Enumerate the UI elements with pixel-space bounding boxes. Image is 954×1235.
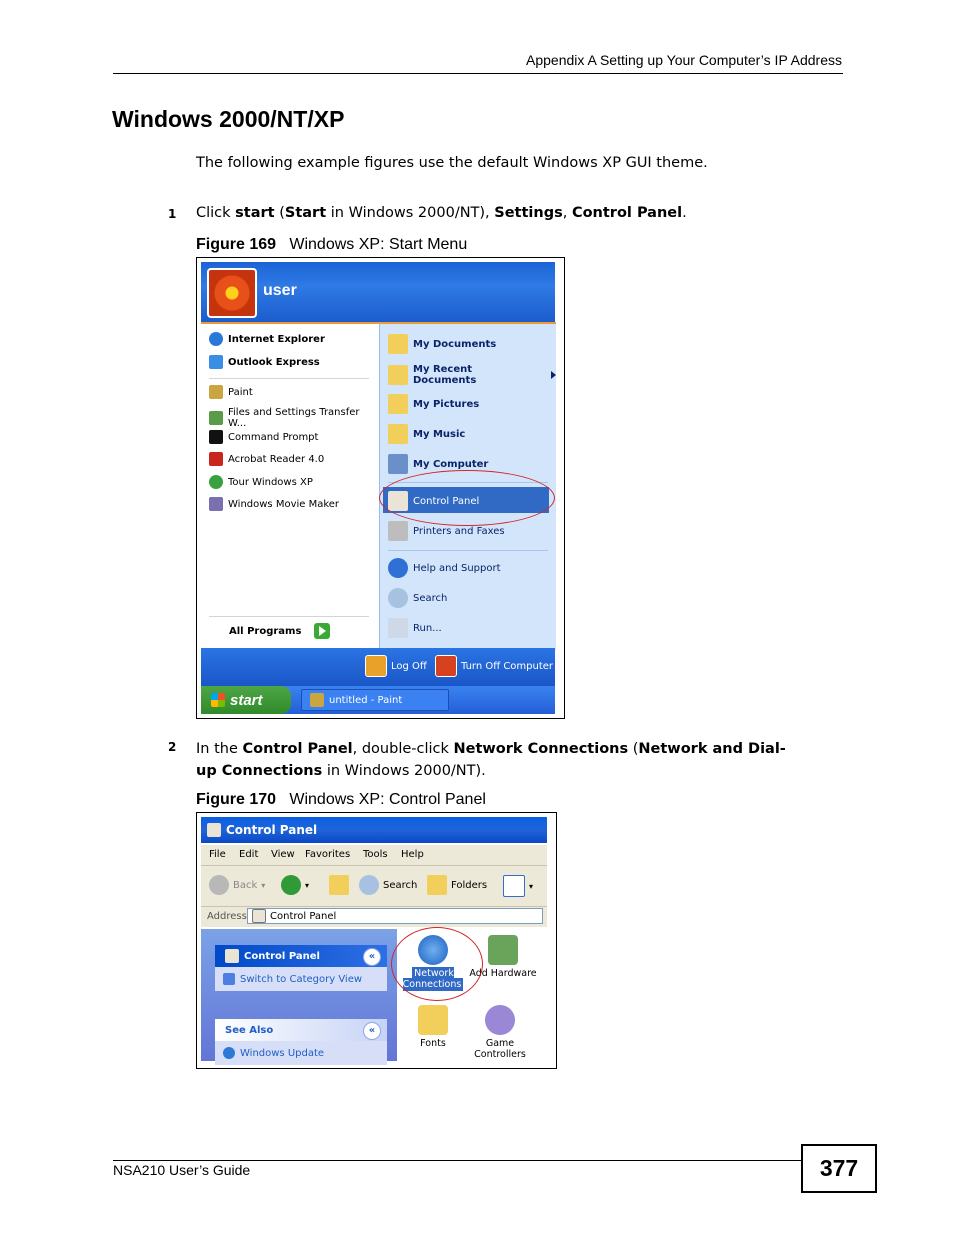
start-menu-footer	[201, 648, 555, 686]
folders-icon	[427, 875, 447, 895]
guide-title: NSA210 User’s Guide	[113, 1162, 251, 1178]
figure-caption: Figure 169 Windows XP: Start Menu	[196, 236, 468, 253]
power-icon	[435, 655, 457, 677]
menu-item-label: My Recent Documents	[413, 364, 477, 386]
key-icon	[365, 655, 387, 677]
toolbar	[201, 866, 547, 907]
transfer-wizard-icon	[209, 411, 223, 425]
log-off-button[interactable]	[365, 655, 427, 677]
menu-item-label: Internet Explorer	[228, 333, 325, 345]
task-box-header[interactable]	[215, 945, 387, 967]
folders-button[interactable]	[427, 875, 487, 895]
menu-item-paint[interactable]	[209, 385, 253, 399]
start-button[interactable]	[201, 686, 291, 714]
menu-item-command-prompt[interactable]	[209, 430, 318, 444]
item-fonts[interactable]	[399, 1005, 467, 1049]
collapse-icon[interactable]: «	[363, 948, 381, 966]
control-panel-icon	[225, 949, 239, 963]
forward-arrow-icon	[281, 875, 301, 895]
item-game-controllers[interactable]	[469, 1005, 531, 1060]
window-title-bar	[201, 817, 547, 843]
command-prompt-icon	[209, 430, 223, 444]
back-button[interactable]	[209, 875, 265, 895]
taskbar	[201, 686, 555, 714]
menu-item-label: My Computer	[413, 458, 489, 470]
running-header: Appendix A Setting up Your Computer’s IP Address	[526, 52, 842, 68]
section-title: Windows 2000/NT/XP	[112, 106, 345, 132]
menu-item-label: Printers and Faxes	[413, 525, 505, 537]
hardware-icon	[488, 935, 518, 965]
highlight-ellipse	[391, 927, 483, 1001]
task-pane	[201, 929, 397, 1061]
windows-logo-icon	[211, 693, 225, 707]
run-icon	[388, 618, 408, 638]
search-icon	[388, 588, 408, 608]
help-icon	[388, 558, 408, 578]
menu-item-label: Paint	[228, 386, 253, 398]
task-box-see-also	[215, 1019, 387, 1065]
music-folder-icon	[388, 424, 408, 444]
internet-explorer-icon	[209, 332, 223, 346]
arrow-right-icon	[314, 623, 330, 639]
folder-up-icon	[329, 875, 349, 895]
chevron-down-icon: ▾	[529, 881, 534, 891]
step-text: Click start (Start in Windows 2000/NT), Settings, Control Panel.	[196, 205, 687, 221]
menu-item-label: Search	[413, 592, 448, 604]
menu-item-label: Control Panel	[413, 495, 480, 507]
figure-caption: Figure 170 Windows XP: Control Panel	[196, 791, 486, 808]
search-button[interactable]	[359, 875, 417, 895]
paint-icon	[209, 385, 223, 399]
back-arrow-icon	[209, 875, 229, 895]
search-label: Search	[383, 879, 418, 891]
fonts-folder-icon	[418, 1005, 448, 1035]
address-label: Address	[207, 911, 247, 922]
chevron-down-icon: ▾	[261, 880, 266, 890]
step-text: In the Control Panel, double-click Network Connections (Network and Dial- up Connections in Windows 2000/NT).	[196, 741, 786, 779]
folders-label: Folders	[451, 879, 488, 891]
menu-item-label: My Pictures	[413, 398, 480, 410]
recent-folder-icon	[388, 365, 408, 385]
back-label: Back	[233, 879, 258, 891]
control-panel-icon	[252, 909, 266, 923]
figure-start-menu	[196, 257, 565, 719]
control-panel-window	[201, 817, 547, 1061]
user-name: user	[263, 282, 297, 299]
item-label: Add Hardware	[469, 968, 537, 979]
menu-item-search[interactable]	[388, 588, 447, 608]
menu-item-label: My Documents	[413, 338, 497, 350]
printer-icon	[388, 521, 408, 541]
tour-icon	[209, 475, 223, 489]
game-controller-icon	[485, 1005, 515, 1035]
menu-item-outlook-express[interactable]	[209, 355, 320, 369]
search-icon	[359, 875, 379, 895]
acrobat-icon	[209, 452, 223, 466]
windows-update-icon	[223, 1047, 235, 1059]
user-avatar	[207, 268, 257, 318]
menu-file[interactable]: File	[209, 849, 226, 860]
menu-tools[interactable]: Tools	[363, 849, 388, 860]
pictures-folder-icon	[388, 394, 408, 414]
page-number: 377	[801, 1144, 877, 1193]
window-title: Control Panel	[226, 823, 318, 837]
menu-item-label: Windows Movie Maker	[228, 498, 340, 510]
menu-item-label: Command Prompt	[228, 431, 319, 443]
taskbar-item-paint[interactable]	[301, 689, 449, 711]
item-label: Game Controllers	[474, 1038, 526, 1060]
forward-button[interactable]	[281, 875, 309, 895]
start-menu-left-pane	[201, 322, 379, 650]
menu-favorites[interactable]: Favorites	[305, 849, 351, 860]
menu-item-help-support[interactable]	[388, 558, 501, 578]
item-label: Fonts	[420, 1038, 446, 1049]
link-label: Switch to Category View	[240, 973, 363, 985]
start-label: start	[230, 691, 263, 709]
footer-rule	[113, 1160, 801, 1161]
menu-item-my-recent-documents[interactable]	[388, 364, 556, 386]
views-icon	[503, 875, 525, 897]
divider	[209, 378, 369, 379]
figure-control-panel	[196, 812, 557, 1069]
start-menu	[201, 262, 555, 714]
link-label: Windows Update	[240, 1047, 325, 1059]
paint-icon	[310, 693, 324, 707]
divider	[209, 616, 369, 617]
task-box-title: Control Panel	[244, 950, 320, 962]
menu-item-label: Files and Settings Transfer W...	[228, 407, 360, 429]
menu-item-files-settings-transfer[interactable]	[209, 407, 379, 429]
step-number: 2	[168, 740, 177, 754]
menu-item-label: Acrobat Reader 4.0	[228, 453, 325, 465]
menu-item-my-pictures[interactable]	[388, 394, 479, 414]
menu-item-internet-explorer[interactable]	[209, 332, 325, 346]
control-panel-icon	[207, 823, 221, 837]
turn-off-label: Turn Off Computer	[461, 660, 554, 672]
menu-item-label: Tour Windows XP	[228, 476, 313, 488]
views-button[interactable]	[503, 875, 533, 897]
category-view-icon	[223, 973, 235, 985]
movie-maker-icon	[209, 497, 223, 511]
log-off-label: Log Off	[391, 660, 427, 672]
address-value: Control Panel	[270, 910, 337, 922]
computer-icon	[388, 454, 408, 474]
menu-item-tour-windows-xp[interactable]	[209, 475, 313, 489]
up-button[interactable]	[329, 875, 349, 895]
taskbar-item-label: untitled - Paint	[329, 694, 403, 706]
menu-item-label: Run...	[413, 622, 442, 634]
address-input[interactable]	[247, 908, 543, 924]
menu-help[interactable]: Help	[401, 849, 424, 860]
folder-icon	[388, 334, 408, 354]
task-box-title: See Also	[225, 1024, 274, 1036]
all-programs-label: All Programs	[229, 625, 302, 637]
collapse-icon[interactable]: «	[363, 1022, 381, 1040]
outlook-express-icon	[209, 355, 223, 369]
menu-view[interactable]: View	[271, 849, 295, 860]
start-menu-header	[201, 262, 555, 322]
menu-item-label: Help and Support	[413, 562, 501, 574]
task-box-header[interactable]	[215, 1019, 387, 1041]
intro-paragraph: The following example figures use the default Windows XP GUI theme.	[196, 155, 708, 171]
menu-edit[interactable]: Edit	[239, 849, 259, 860]
item-label: Network Connections	[402, 968, 462, 990]
menu-item-label: Outlook Express	[228, 356, 320, 368]
header-rule	[113, 73, 843, 74]
submenu-arrow-icon	[551, 371, 556, 379]
all-programs-button[interactable]	[229, 623, 330, 639]
highlight-ellipse	[379, 470, 555, 526]
task-box-control-panel	[215, 945, 387, 991]
chevron-down-icon: ▾	[305, 880, 310, 890]
menu-item-my-music[interactable]	[388, 424, 465, 444]
menu-item-acrobat-reader[interactable]	[209, 452, 324, 466]
menu-item-movie-maker[interactable]	[209, 497, 339, 511]
step-number: 1	[168, 207, 177, 221]
switch-category-view-link[interactable]	[215, 967, 387, 991]
turn-off-button[interactable]	[435, 655, 553, 677]
address-bar	[201, 907, 547, 927]
menu-item-label: My Music	[413, 428, 466, 440]
menu-item-my-documents[interactable]	[388, 334, 496, 354]
divider	[388, 550, 548, 551]
windows-update-link[interactable]	[215, 1041, 387, 1065]
menu-bar	[201, 845, 547, 866]
menu-item-run[interactable]	[388, 618, 442, 638]
